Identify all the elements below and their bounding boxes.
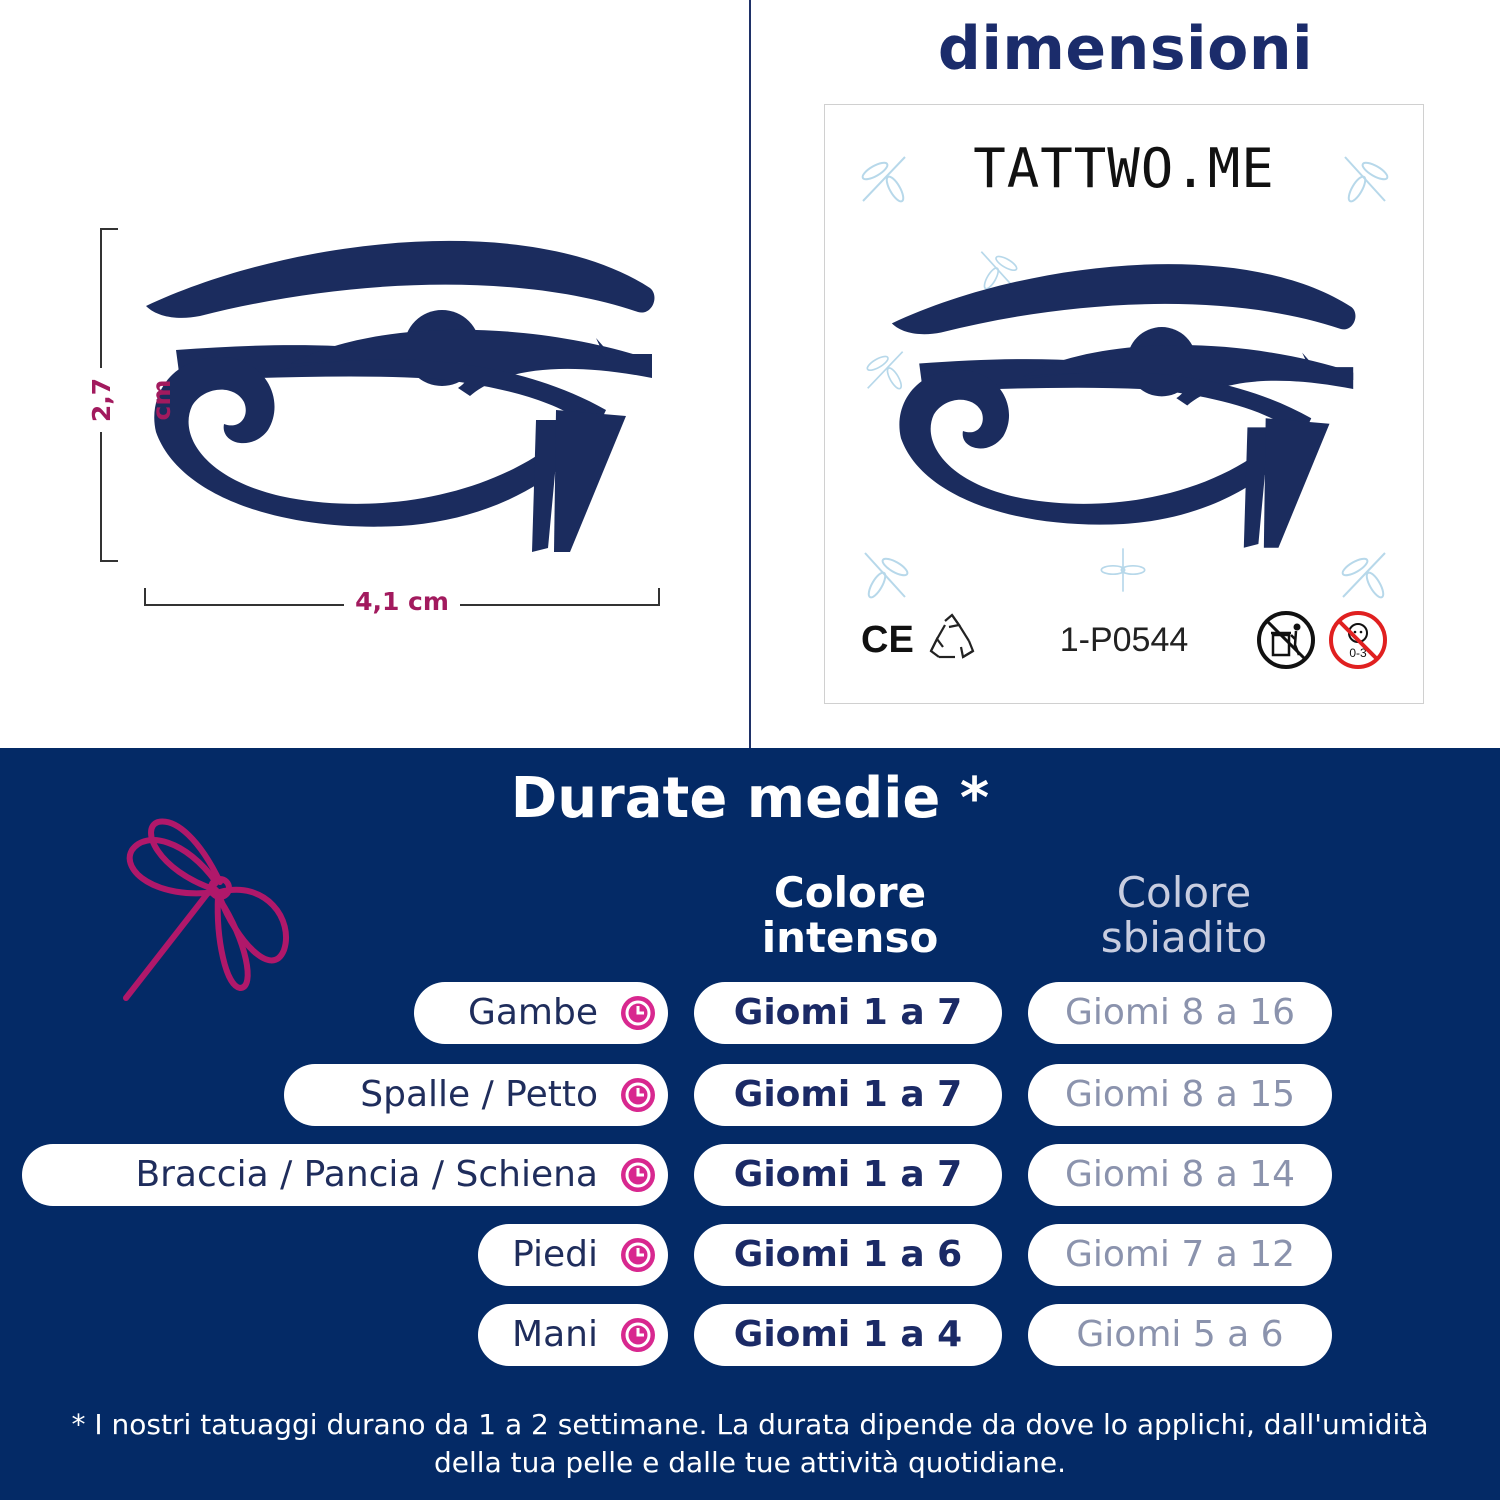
height-label: 2,7 cm: [72, 368, 132, 432]
ce-mark: CE: [861, 619, 914, 661]
faded-duration-pill: [1028, 982, 1332, 1044]
section-divider: [749, 0, 751, 748]
clock-icon: [620, 1317, 656, 1353]
clock-icon: [620, 1237, 656, 1273]
body-area-pill: [478, 1224, 668, 1286]
faded-duration-pill: [1028, 1224, 1332, 1286]
faded-duration-pill: [1028, 1304, 1332, 1366]
intense-duration-pill: [694, 1064, 1002, 1126]
clock-icon: [620, 1077, 656, 1113]
clock-icon: [620, 995, 656, 1031]
dimensions-title: dimensioni: [937, 14, 1314, 84]
tattoo-sheet-card: [824, 104, 1424, 704]
width-label: 4,1 cm: [344, 584, 460, 620]
intense-duration-pill: [694, 982, 1002, 1044]
faded-duration-value: Giomi 7 a 12: [1064, 1234, 1296, 1275]
durations-title: Durate medie *: [510, 766, 990, 831]
column-header-faded: Colore sbiadito: [1100, 868, 1268, 962]
intense-duration-pill: [694, 1224, 1002, 1286]
eye-of-horus-icon: [140, 220, 670, 560]
intense-duration-value: Giomi 1 a 7: [733, 992, 963, 1033]
body-area-label: Gambe: [467, 992, 598, 1033]
body-area-pill: [414, 982, 668, 1044]
column-header-intense: Colore intenso: [761, 868, 939, 962]
intense-duration-value: Giomi 1 a 7: [733, 1074, 963, 1115]
faded-duration-pill: [1028, 1144, 1332, 1206]
intense-duration-value: Giomi 1 a 7: [733, 1154, 963, 1195]
eye-of-horus-icon: [883, 245, 1373, 555]
body-area-label: Spalle / Petto: [360, 1074, 598, 1115]
faded-duration-pill: [1028, 1064, 1332, 1126]
body-area-label: Braccia / Pancia / Schiena: [135, 1154, 598, 1195]
dragonfly-icon: [116, 810, 296, 1006]
age-label: 0-3: [1349, 646, 1367, 660]
faded-duration-value: Giomi 8 a 14: [1064, 1154, 1296, 1195]
intense-duration-pill: [694, 1304, 1002, 1366]
trash-bin-icon: [1255, 609, 1317, 671]
clock-icon: [620, 1157, 656, 1193]
footnote: * I nostri tatuaggi durano da 1 a 2 settimane. La durata dipende da dove lo applichi, dall'umidità della tua pelle e dalle tue attività quotidiane.: [71, 1408, 1429, 1479]
body-area-pill: [22, 1144, 668, 1206]
faded-duration-value: Giomi 8 a 15: [1064, 1074, 1296, 1115]
body-area-pill: [478, 1304, 668, 1366]
intense-duration-pill: [694, 1144, 1002, 1206]
brand-logo: TATTWO.ME: [973, 137, 1275, 200]
body-area-label: Piedi: [512, 1234, 598, 1275]
intense-duration-value: Giomi 1 a 6: [733, 1234, 963, 1275]
no-children-icon: [1327, 609, 1389, 671]
product-code: 1-P0544: [1059, 621, 1189, 659]
faded-duration-value: Giomi 5 a 6: [1076, 1314, 1284, 1355]
body-area-pill: [284, 1064, 668, 1126]
body-area-label: Mani: [512, 1314, 598, 1355]
intense-duration-value: Giomi 1 a 4: [733, 1314, 963, 1355]
faded-duration-value: Giomi 8 a 16: [1064, 992, 1296, 1033]
